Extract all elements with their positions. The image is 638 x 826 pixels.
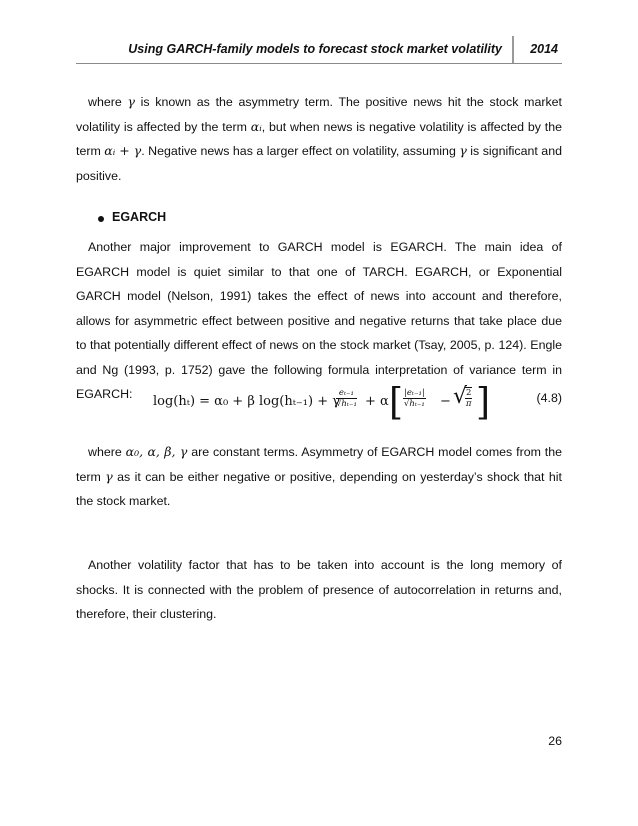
sqrt-sign: √ (453, 384, 468, 409)
header-divider (512, 36, 514, 64)
symbol-gamma: γ (127, 94, 135, 109)
para3-text-2: are constant terms. Asymmetry of EGARCH model comes from the term (76, 445, 562, 484)
para2-text: Another major improvement to GARCH model is EGARCH. The main idea of EGARCH model is quiet similar to that one of TARCH. EGARCH, or Exponential GARCH model (Nelson, 1991) takes the effect of news into account and therefore, allows for asymmetric effect between positive and negative returns that take place due to that potentially different effect of news on the stock market (Tsay, 2005, p. 124). Engle and Ng (1993, p. 1752) gave the following formula interpretation of variance term in EGARCH: (76, 240, 562, 401)
symbol-constants: α₀, α, β, γ (125, 444, 188, 459)
para1-text-5: is significant and positive. (76, 144, 562, 183)
paragraph-asymmetry (76, 90, 562, 188)
equation-fraction-1 (336, 388, 357, 409)
sqrt-fraction-numerator: 2 (466, 388, 472, 398)
page-header (76, 36, 562, 64)
sqrt-fraction-denominator: π (465, 399, 472, 409)
para1-text-3: , but when news is negative volatility is affected by the term (76, 119, 562, 158)
equation-number: (4.8) (536, 391, 562, 405)
section-heading: EGARCH (112, 210, 167, 224)
fraction-1-denominator: √hₜ₋₁ (336, 399, 357, 409)
equation-plus-alpha: + α (365, 394, 389, 409)
symbol-gamma-2: γ (459, 143, 467, 158)
right-bracket: ] (476, 380, 491, 424)
equation-egarch (153, 380, 491, 432)
equation-minus: − (440, 394, 451, 409)
symbol-alpha-i: αᵢ (250, 118, 262, 134)
symbol-gamma-3: γ (105, 468, 113, 484)
paragraph-long-memory (76, 553, 562, 627)
header-rule (76, 63, 562, 64)
equation-fraction-2 (403, 388, 426, 409)
fraction-2-denominator: √hₜ₋₁ (403, 399, 425, 409)
fraction-1-numerator: eₜ₋₁ (336, 388, 357, 399)
para1-text-4: . Negative news has a larger effect on volatility, assuming (141, 144, 460, 158)
bullet-dot-icon (98, 216, 104, 222)
header-year: 2014 (530, 42, 558, 56)
paragraph-constants (76, 440, 562, 514)
symbol-alpha-i-plus-gamma: αᵢ + γ (104, 143, 142, 158)
page-number: 26 (548, 734, 562, 748)
para1-text-1: where (88, 95, 128, 109)
fraction-2-numerator: |eₜ₋₁| (404, 388, 425, 398)
para3-text-3: as it can be either negative or positive, depending on yesterday’s shock that hit the stock market. (76, 469, 562, 508)
para3-text-1: where (88, 445, 126, 459)
equation-lhs: log(hₜ) = α₀ + β log(hₜ₋₁) + γ (153, 394, 341, 409)
para1-text-2: is known as the asymmetry term. The positive news hit the stock market volatility is affected by the term (76, 95, 562, 134)
para4-text: Another volatility factor that has to be taken into account is the long memory of shocks. It is connected with the problem of presence of autocorrelation in returns and, therefore, their clustering. (76, 558, 562, 621)
equation-sqrt-fraction (465, 387, 472, 409)
header-title: Using GARCH-family models to forecast stock market volatility (128, 42, 502, 56)
left-bracket: [ (389, 380, 404, 424)
